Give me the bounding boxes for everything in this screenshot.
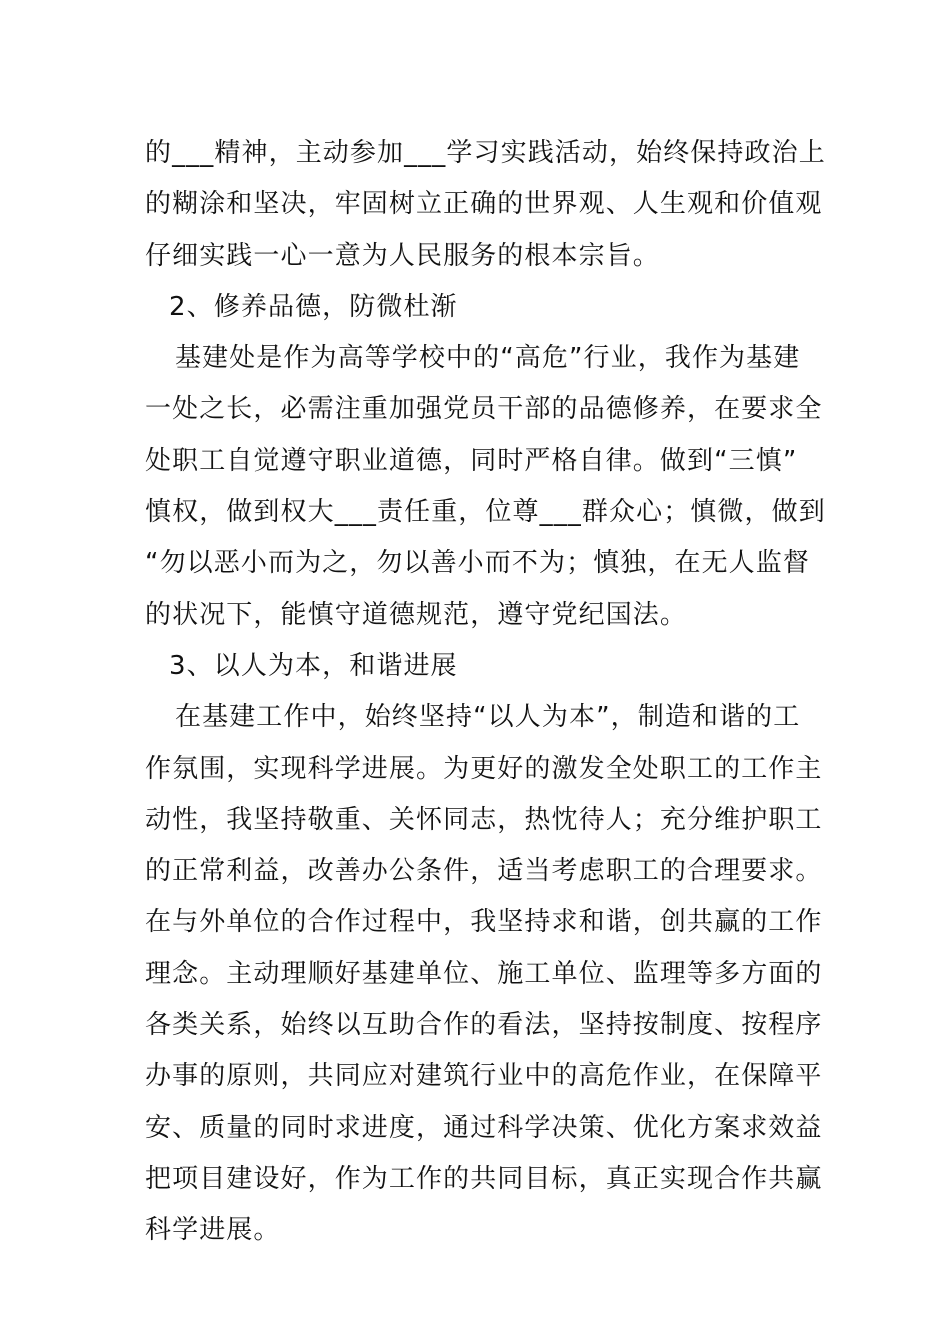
paragraph-first-line: 在基建工作中，始终坚持“以人为本”，制造和谐的工 [175, 702, 801, 733]
text-line: 慎权，做到权大___责任重，位尊___群众心；慎微，做到 [145, 497, 826, 528]
document-body [145, 128, 826, 1257]
text-line: 一处之长，必需注重加强党员干部的品德修养，在要求全 [145, 394, 823, 425]
text-line: 的正常利益，改善办公条件，适当考虑职工的合理要求。 [145, 856, 823, 887]
text-line: 在与外单位的合作过程中，我坚持求和谐，创共赢的工作 [145, 907, 823, 938]
text-line: 理念。主动理顺好基建单位、施工单位、监理等多方面的 [145, 958, 823, 989]
section-heading: 3、以人为本，和谐进展 [169, 650, 458, 681]
text-line: 的糊涂和坚决，牢固树立正确的世界观、人生观和价值观 [145, 189, 823, 220]
text-line: 安、质量的同时求进度，通过科学决策、优化方案求效益 [145, 1112, 823, 1143]
text-line: 的状况下，能慎守道德规范，遵守党纪国法。 [145, 599, 688, 630]
text-line: 把项目建设好，作为工作的共同目标，真正实现合作共赢 [145, 1163, 823, 1194]
text-line: 科学进展。 [145, 1215, 281, 1246]
text-line: 作氛围，实现科学进展。为更好的激发全处职工的工作主 [145, 753, 823, 784]
paragraph-first-line: 基建处是作为高等学校中的“高危”行业，我作为基建 [175, 343, 801, 374]
text-line: 办事的原则，共同应对建筑行业中的高危作业，在保障平 [145, 1061, 823, 1092]
text-line: 各类关系，始终以互助合作的看法，坚持按制度、按程序 [145, 1010, 823, 1041]
text-line: 处职工自觉遵守职业道德，同时严格自律。做到“三慎” [145, 445, 798, 476]
text-line: 仔细实践一心一意为人民服务的根本宗旨。 [145, 240, 660, 271]
section-heading: 2、修养品德，防微杜渐 [169, 291, 458, 322]
text-line: “勿以恶小而为之，勿以善小而不为；慎独，在无人监督 [145, 548, 810, 579]
text-line: 动性，我坚持敬重、关怀同志，热忱待人；充分维护职工 [145, 804, 823, 835]
text-line: 的___精神，主动参加___学习实践活动，始终保持政治上 [145, 138, 826, 168]
